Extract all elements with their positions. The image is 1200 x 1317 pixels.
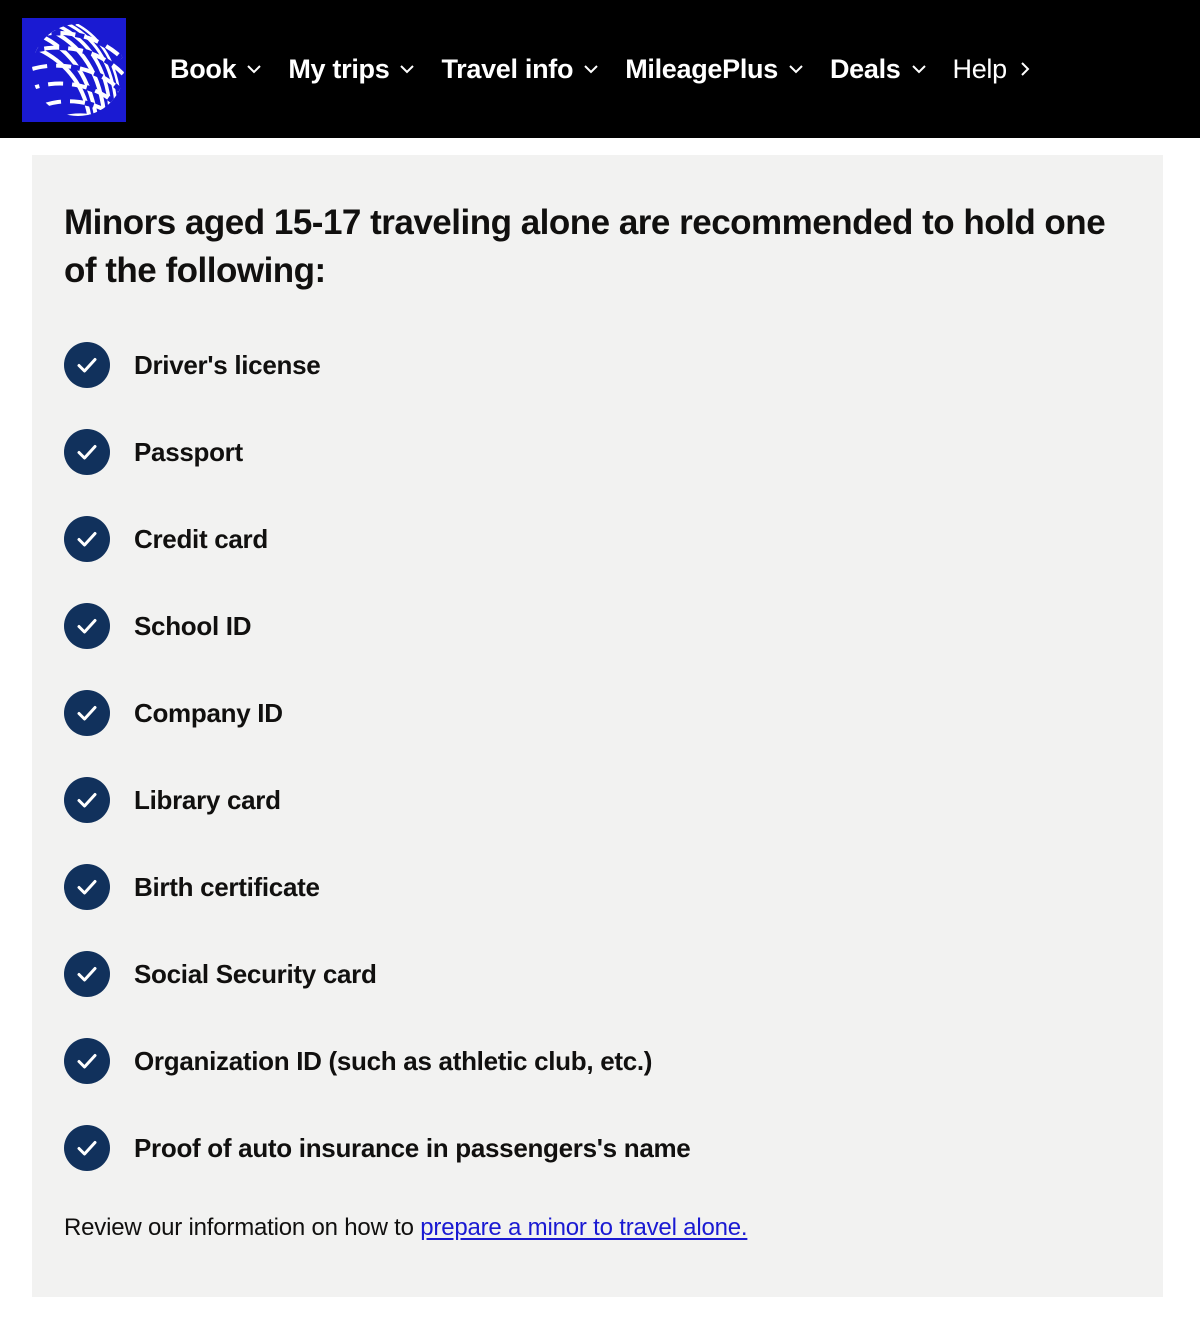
list-item-label: Organization ID (such as athletic club, etc.) bbox=[134, 1045, 653, 1076]
list-item-label: School ID bbox=[134, 610, 252, 641]
list-item bbox=[64, 409, 1123, 496]
check-circle-icon bbox=[64, 777, 110, 823]
list-item-label: Company ID bbox=[134, 697, 283, 728]
minor-travel-id-card bbox=[32, 155, 1163, 1297]
check-circle-icon bbox=[64, 951, 110, 997]
top-navigation-bar bbox=[0, 0, 1200, 138]
list-item bbox=[64, 1018, 1123, 1105]
nav-item-label: Deals bbox=[829, 53, 901, 84]
list-item-label: Library card bbox=[134, 784, 281, 815]
nav-item-label: Book bbox=[170, 53, 237, 84]
check-circle-icon bbox=[64, 342, 110, 388]
globe-icon bbox=[22, 18, 126, 122]
footnote bbox=[64, 1212, 1123, 1244]
list-item-label: Social Security card bbox=[134, 958, 377, 989]
list-item bbox=[64, 322, 1123, 409]
list-item-label: Proof of auto insurance in passengers's name bbox=[134, 1132, 691, 1163]
footnote-text: Review our information on how to bbox=[64, 1213, 421, 1241]
nav-item-label: Help bbox=[952, 53, 1007, 84]
list-item-label: Driver's license bbox=[134, 349, 321, 380]
list-item bbox=[64, 583, 1123, 670]
nav-item-travel-info[interactable] bbox=[441, 53, 613, 84]
check-circle-icon bbox=[64, 1125, 110, 1171]
list-item-label: Passport bbox=[134, 436, 243, 467]
nav-item-label: MileagePlus bbox=[625, 53, 778, 84]
nav-item-book[interactable] bbox=[170, 53, 276, 84]
check-circle-icon bbox=[64, 690, 110, 736]
list-item bbox=[64, 844, 1123, 931]
nav-item-label: Travel info bbox=[441, 53, 574, 84]
list-item bbox=[64, 931, 1123, 1018]
page-title: Minors aged 15-17 traveling alone are recommended to hold one of the following: bbox=[64, 203, 1106, 291]
chevron-down-icon bbox=[583, 61, 599, 77]
list-item-label: Credit card bbox=[134, 523, 268, 554]
nav-item-mileageplus[interactable] bbox=[625, 53, 818, 84]
check-circle-icon bbox=[64, 429, 110, 475]
accepted-id-list bbox=[64, 322, 1123, 1192]
united-globe-logo[interactable] bbox=[22, 18, 126, 122]
check-circle-icon bbox=[64, 1038, 110, 1084]
list-item bbox=[64, 496, 1123, 583]
nav-item-deals[interactable] bbox=[829, 53, 941, 84]
list-item bbox=[64, 670, 1123, 757]
check-circle-icon bbox=[64, 864, 110, 910]
prepare-minor-link[interactable]: prepare a minor to travel alone. bbox=[420, 1213, 748, 1241]
chevron-down-icon bbox=[246, 61, 262, 77]
chevron-right-icon bbox=[1017, 61, 1033, 77]
list-item bbox=[64, 1105, 1123, 1192]
nav-links bbox=[170, 53, 1045, 84]
check-circle-icon bbox=[64, 516, 110, 562]
check-circle-icon bbox=[64, 603, 110, 649]
chevron-down-icon bbox=[788, 61, 804, 77]
nav-item-label: My trips bbox=[288, 53, 390, 84]
list-item-label: Birth certificate bbox=[134, 871, 320, 902]
chevron-down-icon bbox=[911, 61, 927, 77]
nav-item-help[interactable] bbox=[952, 53, 1045, 84]
list-item bbox=[64, 757, 1123, 844]
nav-item-my-trips[interactable] bbox=[288, 53, 429, 84]
chevron-down-icon bbox=[399, 61, 415, 77]
